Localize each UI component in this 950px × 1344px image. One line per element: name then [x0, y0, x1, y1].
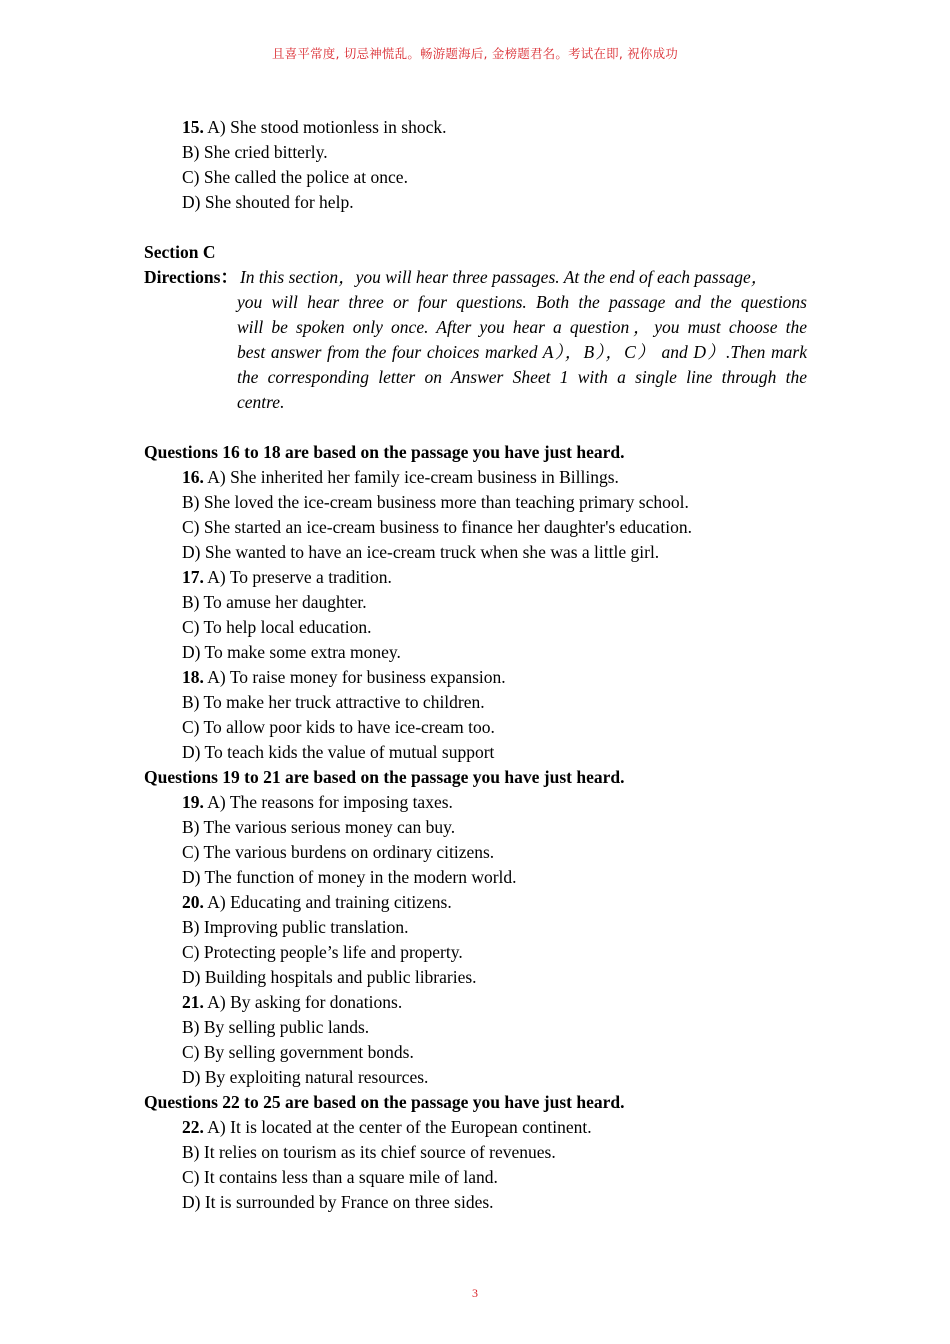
question-17-option-c: C) To help local education. [182, 617, 372, 637]
question-number: 19. [182, 792, 204, 812]
page-content [144, 115, 824, 1215]
question-17-option-b: B) To amuse her daughter. [182, 592, 367, 612]
question-number: 18. [182, 667, 204, 687]
question-21-option-a: 21. A) By asking for donations. [182, 992, 403, 1012]
question-18-option-b: B) To make her truck attractive to children. [182, 692, 485, 712]
question-15-option-d: D) She shouted for help. [182, 192, 354, 212]
question-number: 15. [182, 117, 204, 137]
question-16-option-d: D) She wanted to have an ice-cream truck when she was a little girl. [182, 542, 660, 562]
directions-line: the corresponding letter on Answer Sheet 1 with a single line through the [237, 367, 807, 387]
question-21-option-d: D) By exploiting natural resources. [182, 1067, 429, 1087]
question-22-option-a: 22. A) It is located at the center of the European continent. [182, 1117, 592, 1137]
question-15-option-a: 15. A) She stood motionless in shock. [182, 117, 447, 137]
question-17-option-a: 17. A) To preserve a tradition. [182, 567, 392, 587]
page-number: 3 [472, 1286, 478, 1300]
question-number: 20. [182, 892, 204, 912]
question-19-option-d: D) The function of money in the modern world. [182, 867, 517, 887]
question-16-option-b: B) She loved the ice-cream business more than teaching primary school. [182, 492, 689, 512]
group-heading: Questions 19 to 21 are based on the passage you have just heard. [144, 767, 625, 787]
question-number: 21. [182, 992, 204, 1012]
question-18-option-d: D) To teach kids the value of mutual support [182, 742, 495, 762]
question-number: 22. [182, 1117, 204, 1137]
question-15-option-c: C) She called the police at once. [182, 167, 408, 187]
directions-line: In this section，you will hear three passages. At the end of each passage， [239, 267, 769, 287]
question-18-option-c: C) To allow poor kids to have ice-cream too. [182, 717, 495, 737]
directions-line: will be spoken only once. After you hear a question，you must choose the [237, 317, 807, 337]
page-header-motto: 且喜平常度, 切忌神慌乱。畅游题海后, 金榜题君名。考试在即, 祝你成功 [271, 46, 679, 61]
question-21-option-c: C) By selling government bonds. [182, 1042, 414, 1062]
question-number: 16. [182, 467, 204, 487]
question-number: 17. [182, 567, 204, 587]
question-22-option-b: B) It relies on tourism as its chief source of revenues. [182, 1142, 556, 1162]
directions-line: you will hear three or four questions. Both the passage and the questions [237, 292, 807, 312]
question-16-option-c: C) She started an ice-cream business to finance her daughter's education. [182, 517, 692, 537]
group-heading: Questions 22 to 25 are based on the passage you have just heard. [144, 1092, 625, 1112]
question-20-option-c: C) Protecting people’s life and property. [182, 942, 463, 962]
directions-label: Directions： [144, 267, 238, 287]
question-16-option-a: 16. A) She inherited her family ice-cream business in Billings. [182, 467, 619, 487]
question-15-option-b: B) She cried bitterly. [182, 142, 328, 162]
group-heading: Questions 16 to 18 are based on the passage you have just heard. [144, 442, 625, 462]
directions [144, 265, 824, 290]
directions-line: best answer from the four choices marked A），B），C） and D）.Then mark [237, 342, 807, 362]
section-title: Section C [144, 242, 216, 262]
question-18-option-a: 18. A) To raise money for business expansion. [182, 667, 506, 687]
question-22-option-d: D) It is surrounded by France on three sides. [182, 1192, 494, 1212]
question-20-option-a: 20. A) Educating and training citizens. [182, 892, 452, 912]
question-20-option-d: D) Building hospitals and public libraries. [182, 967, 477, 987]
question-17-option-d: D) To make some extra money. [182, 642, 401, 662]
question-20-option-b: B) Improving public translation. [182, 917, 409, 937]
question-19-option-a: 19. A) The reasons for imposing taxes. [182, 792, 453, 812]
question-22-option-c: C) It contains less than a square mile of land. [182, 1167, 498, 1187]
question-19-option-b: B) The various serious money can buy. [182, 817, 456, 837]
question-21-option-b: B) By selling public lands. [182, 1017, 370, 1037]
question-19-option-c: C) The various burdens on ordinary citizens. [182, 842, 495, 862]
directions-line: centre. [237, 392, 285, 412]
